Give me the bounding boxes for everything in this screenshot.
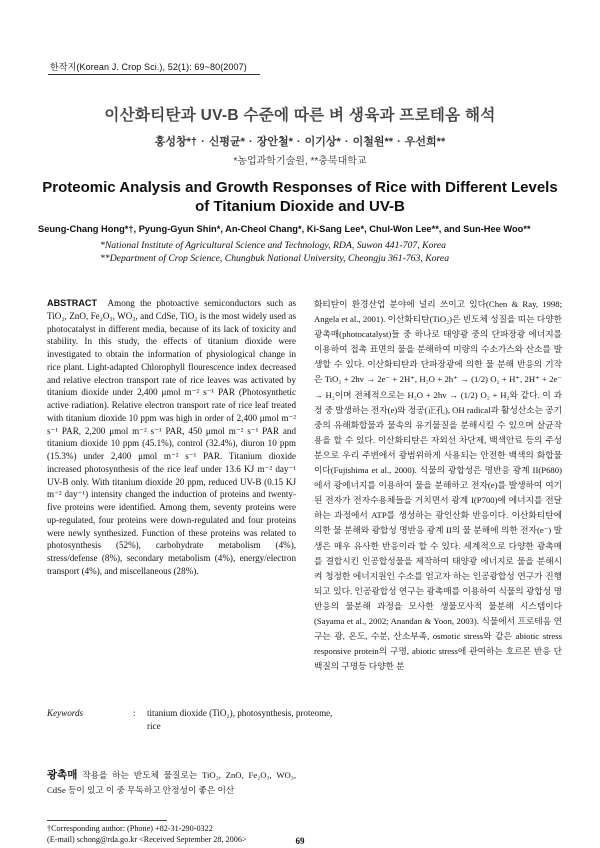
title-english: Proteomic Analysis and Growth Responses of Rice with Different Levels of Titanium Dioxide and UV-B bbox=[42, 179, 558, 215]
right-column bbox=[314, 297, 562, 674]
right-column-paragraph: 화티탄이 환경산업 분야에 널리 쓰이고 있다(Chen & Ray, 1998; Angela et al., 2001). 이산화티탄(TiO₂)은 빈도체 성질을 띠는 다양한 광촉매(photocatalyst)들 중 하나로 태양광 중의 단파장광 에너지를 이용하여 접촉 표면의 물을 분해하여 미량의 수소가스와 산소를 발생할 수 있다. 이산화티탄과 단파장광에 의한 물 분해 반응의 기작은 TiO₂ + 2hv → 2e⁻ + 2H⁺, H₂O + 2h⁺ → (1/2) O₂ + H⁺, 2H⁺ + 2e⁻ → H₂이며 전체적으로는 H₂O + 2hv → (1/2) O₂ + H₂와 같다. 이 과정 중 발생하는 전자(e)와 정공(正孔), OH radical과 활성산소는 공기중의 유해화합물과 물속의 유기물질을 분해시킬 수 있으며 살균작용을 할 수 있다. 이산화티탄은 자외선 차단제, 백색안료 등의 주성분으로 우리 주변에서 광범위하게 사용되는 안전한 백색의 화합물이다(Fujishima et al., 2000). 식물의 광합성은 명반응 광계 II(P680)에서 광에너지를 이용하여 물을 분해하고 전자(e)를 발생하여 여기된 전자가 전자수용체들을 거치면서 광계 I(P700)에 에너지를 전달하는 과정에서 ATP를 생성하는 광인산화 반응이다. 이산화티탄에 의한 물 분해와 광합성 명반응 광계 II의 물 분해에 의한 전자(e⁻) 발생은 매우 유사한 반응이라 할 수 있다. 세계적으로 다양한 광촉매를 결합시킨 인공합성물을 제작하여 태양광 에너지로 물을 분해시켜 청정한 에너지원인 수소를 얻고자 하는 인공광합성 연구가 진행되고 있다. 인공광합성 연구는 광촉매를 이용하여 식물의 광합성 명반응의 물분해 과정을 모사한 생물모사적 물분해 시스템이다(Sayama et al., 2002; Anandan & Yoon, 2003). 식물에서 프로테옴 연구는 광, 온도, 수분, 산소부족, osmotic stress와 같은 abiotic stress responsive protein의 구명, abiotic stress에 관여하는 호르몬 반응 단백질의 구명등 다양한 분 bbox=[314, 299, 562, 672]
title-korean: 이산화티탄과 UV-B 수준에 따른 벼 생육과 프로테옴 해석 bbox=[104, 107, 496, 124]
intro-paragraph bbox=[47, 768, 296, 798]
intro-text: 작용을 하는 반도체 물질로는 TiO₂, ZnO, Fe₂O₃, WO₃, CdSe 등이 있고 이 중 무독하고 안정성이 좋은 이산 bbox=[47, 770, 297, 796]
footnote-corresponding: †Corresponding author: (Phone) +82-31-290-0322 bbox=[47, 824, 213, 833]
footnote-email-received: (E-mail) schong@rda.go.kr <Received September 28, 2006> bbox=[47, 835, 247, 844]
header-rule bbox=[48, 74, 260, 75]
page-number: 69 bbox=[295, 836, 305, 846]
authors-english: Seung-Chang Hong*†, Pyung-Gyun Shin*, An-Cheol Chang*, Ki-Sang Lee*, Chul-Won Lee**, and Sun-Hee Woo** bbox=[38, 224, 531, 234]
keywords-separator: : bbox=[133, 708, 136, 718]
affiliation-english-1: *National Institute of Agricultural Science and Technology, RDA, Suwon 441-707, Korea bbox=[100, 240, 446, 251]
intro-lead-word: 광촉매 bbox=[47, 769, 78, 781]
intro-section bbox=[47, 768, 296, 798]
affiliation-english-2: **Department of Crop Science, Chungbuk National University, Cheongju 361-763, Korea bbox=[100, 253, 450, 264]
abstract-label: ABSTRACT bbox=[47, 298, 98, 308]
abstract-text: Among the photoactive semiconductors such as TiO₂, ZnO, Fe₂O₃, WO₃, and CdSe, TiO₂ is the most widely used as photocatalyst in different media, because of its lack of toxicity and stability. In this study, the effects of titanium dioxide were investigated to obtain the information of physiological change in rice plant. Light-adapted Chlorophyll flourescence index decreased and relative electron transport rate of rice leaves was activated by titanium dioxide under 2,400 μmol m⁻² s⁻¹ PAR (Photosynthetic active radiation). Relative electron transport rate of rice leaf treated with titanium dioxide 10 ppm was high in order of 2,400 μmol m⁻² s⁻¹ PAR, 2,200 μmol m⁻² s⁻¹ PAR, 450 μmol m⁻² s⁻¹ PAR and titanium dioxide 10 ppm (45.1%), control (32.4%), diuron 10 ppm (15.3%) under 2,400 μmol m⁻² s⁻¹ PAR. Titanium dioxide increased photosynthesis of the rice leaf under 13.6 KJ m⁻² day⁻¹ UV-B only. With titanium dioxide 20 ppm, reduced UV-B (0.15 KJ m⁻² day⁻¹) intensity changed the induction of proteins and twenty-five proteins were identified. Among them, seventy proteins were up-regulated, four proteins were down-regulated and four proteins were newly synthesized. Function of these proteins was related to photosynthesis (52%), carbohydrate metabolism (4%), stress/defense (8%), secondary metabolism (4%), energy/electron transport (4%), and miscellaneous (28%). bbox=[47, 298, 296, 576]
abstract-section bbox=[47, 297, 296, 578]
keywords-value: titanium dioxide (TiO₂), photosynthesis, proteome, rice bbox=[147, 708, 333, 731]
abstract-paragraph bbox=[47, 297, 296, 578]
affiliation-korean: *농업과학기술원, **충북대학교 bbox=[233, 156, 367, 167]
footnote-rule bbox=[47, 820, 167, 821]
journal-header: 한작지(Korean J. Crop Sci.), 52(1): 69~80(2007) bbox=[50, 62, 247, 72]
authors-korean: 홍성창*† · 신평균* · 장안철* · 이기상* · 이철원** · 우선희** bbox=[154, 136, 446, 148]
keywords-label: Keywords bbox=[47, 708, 84, 718]
